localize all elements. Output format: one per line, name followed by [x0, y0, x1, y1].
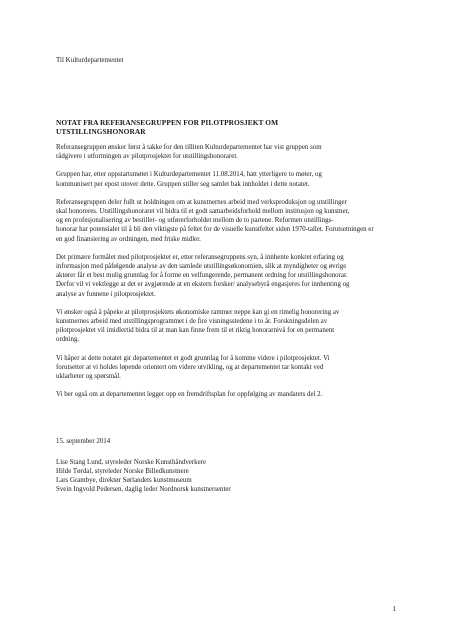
text-line: Referansegruppen deler fullt ut holdningen om at kunstnernes arbeid med verksproduksjon og utstillinger [56, 198, 347, 206]
text-line: uklarheter og spørsmål. [56, 373, 121, 381]
paragraph [56, 253, 396, 299]
text-line: ordning. [56, 336, 80, 344]
text-line: forutsetter at vi holdes løpende orientert om videre utvikling, og at departementet tar kontakt ved [56, 363, 324, 371]
paragraph [56, 390, 396, 399]
text-line: pilotprosjektet vil imidlertid bidra til at man kan finne frem til et riktig honorarnivå for en permanent [56, 327, 335, 335]
text-line: og en profesjonalisering av bestiller- og utførerforholdet mellom de to partene. Reformen utstillings- [56, 217, 334, 225]
text-line: honorar har potensialet til å bli den viktigste på feltet for de visuelle kunstfeltet siden 1970-tallet. Forutsetningen er [56, 226, 374, 234]
text-line: aktører får et best mulig grunnlag for å forme en velfungerende, permanent ordning for utstillingshonorar. [56, 272, 348, 280]
text-line: Referansegruppen ønsker først å takke for den tilliten Kulturdepartementet har vist gruppen som [56, 144, 322, 151]
text-line: Gruppen har, etter oppstartsmøtet i Kulturdepartementet 11.08.2014, hatt ytterligere to møter, og [56, 171, 322, 179]
document-body [56, 143, 396, 408]
signatory: Lars Grambye, direktør Sørlandets kunstmuseum [56, 477, 192, 485]
text-line: Derfor vil vi vektlegge at det er avgjørende at en ekstern forsker/ analysebyrå engasjeres for innhenting og [56, 281, 350, 289]
signatory-list [56, 458, 231, 494]
signatory: Svein Ingvold Pedersen, daglig leder Nordnorsk kunstnersenter [56, 486, 231, 494]
signatory: Lise Stang Lund, styreleder Norske Kunsthåndverkere [56, 459, 207, 466]
paragraph [56, 198, 396, 244]
text-line: kommunisert per epost utover dette. Gruppen stiller seg samlet bak innholdet i dette notatet. [56, 180, 310, 188]
paragraph [56, 308, 396, 345]
text-line: Vi håper at dette notatet gir departementet et godt grunnlag for å komme videre i pilotprosjektet. Vi [56, 354, 330, 362]
text-line: analyse av funnene i pilotprosjektet. [56, 290, 156, 298]
text-line: Vi ønsker også å påpeke at pilotprosjektets økonomiske rammer neppe kan gi en rimelig honorering av [56, 308, 340, 316]
recipient-line: Til Kulturdepartementet [56, 56, 124, 64]
signatory: Hilde Tørdal, styreleder Norske Billedkunstnere [56, 468, 189, 476]
text-line: kunstnernes arbeid med utstillingsprogrammet i de fire visningsstedene i to år. Forskningsdelen av [56, 318, 328, 326]
paragraph [56, 143, 396, 161]
text-line: skal honoreres. Utstillingshonoraret vil bidra til et godt samarbeidsforhold mellom institusjon og kunstner, [56, 208, 350, 216]
document-date: 15. september 2014 [56, 438, 111, 445]
text-line: informasjon med påfølgende analyse av den samlede utstillingsøkonomien, slik at myndigheter og øvrige [56, 263, 347, 271]
document-title: NOTAT FRA REFERANSEGRUPPEN FOR PILOTPROSJEKT OM UTSTILLINGSHONORAR [56, 118, 279, 136]
text-line: rådgivere i utformingen av pilotprosjektet for utstillingshonoraret. [56, 153, 238, 161]
paragraph [56, 170, 396, 188]
text-line: en god finansiering av ordningen, med friske midler. [56, 235, 201, 243]
paragraph [56, 354, 396, 382]
text-line: Vi ber også om at departementet legger opp en fremdriftsplan for oppfølging av mandatets del 2. [56, 391, 323, 399]
text-line: Det primære formålet med pilotprosjektet er, etter referansegruppens syn, å innhente konkret erfaring og [56, 253, 344, 261]
page-number: 1 [392, 604, 396, 613]
